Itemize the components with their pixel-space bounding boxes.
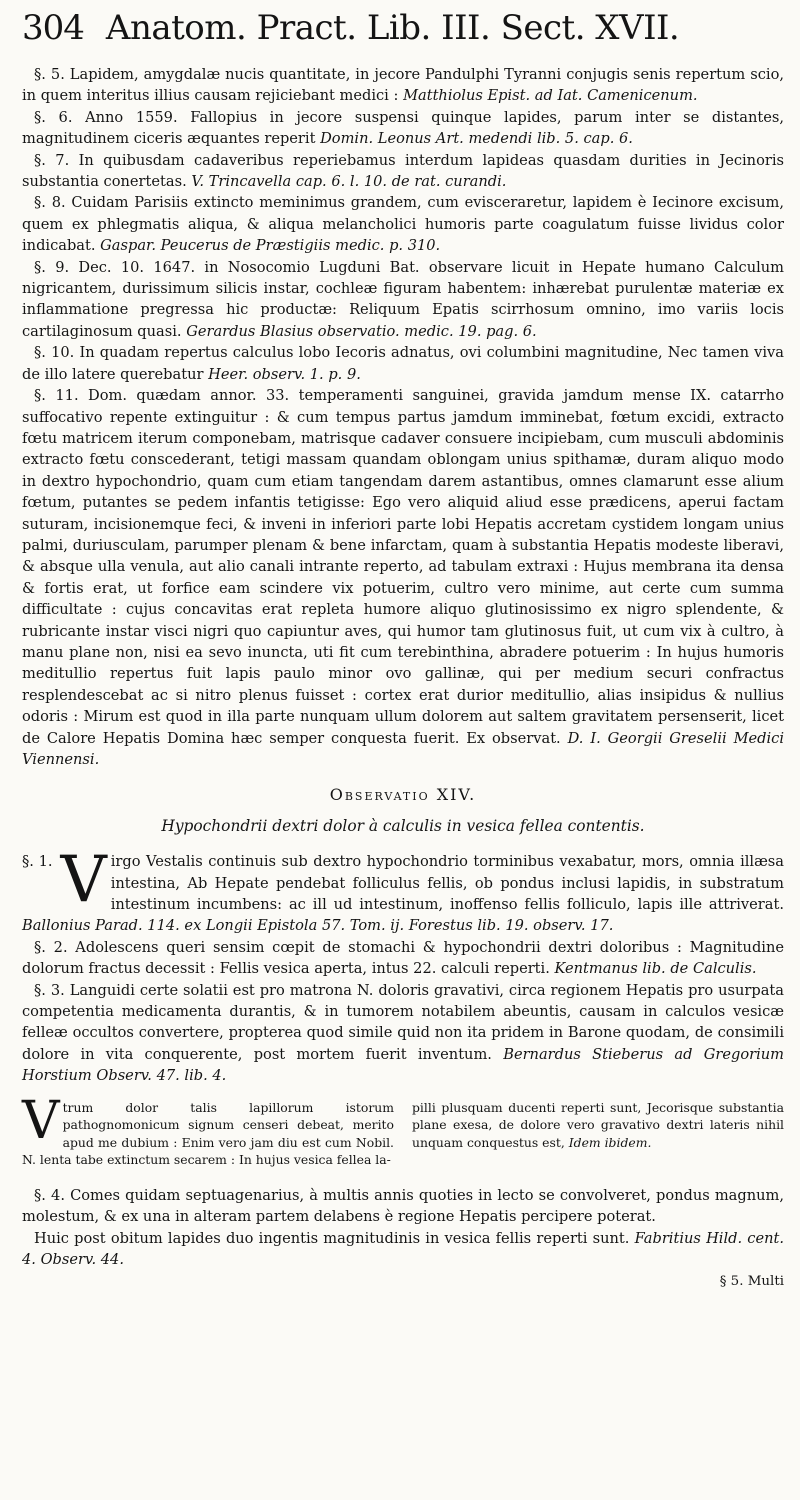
paragraph [22,1185,784,1228]
section-mark: §. 1. [22,853,53,871]
column-text: pilli plusquam ducenti reperti sunt, Jecorisque substantia plane exesa, de dolore vero gravativo dextri lateris nihil unquam conquestus est, [412,1099,784,1150]
catchword: § 5. Multi [719,1273,784,1289]
running-title: Anatom. Pract. Lib. III. Sect. XVII. [105,8,680,48]
note-column-left [22,1090,394,1169]
observation-subtitle: Hypochondrii dextri dolor à calculis in vesica fellea contentis. [161,816,645,835]
main-text [22,64,784,1292]
paragraph [22,192,784,256]
paragraph [22,1228,784,1271]
paragraph-text: §. 6. Anno 1559. Fallopius in jecore suspensi quinque lapides, parum inter se distantes, magnitudinem ciceris æquantes reperit [22,108,784,148]
drop-cap: V [60,843,107,918]
paragraph-text: §. 9. Dec. 10. 1647. in Nosocomio Lugduni Bat. observare licuit in Hepate humano Calculum nigricantem, durissimum silicis instar, cochleæ figuram habentem: inhærebat purulentæ materiæ ex inflammatione pregressa hic productæ: Reliquum Epatis scirrhosum omnino, imo variis locis cartilaginosum quasi. [22,258,784,340]
paragraph-text: §. 2. Adolescens queri sensim cœpit de stomachi & hypochondrii dextri doloribus : Magnitudine dolorum fractus decessit : Fellis vesica aperta, intus 22. calculi reperti. [22,938,784,978]
paragraph-text: irgo Vestalis continuis sub dextro hypochondrio torminibus vexabatur, mors, omnia illæsa intestina, Ab Hepate pendebat folliculus fellis, ob pondus inclusi lapidis, in substratum intestinum incumbens: ac ill ud intestinum, inoffenso fellis folliculo, lapis ille attriverat. [110,853,784,914]
paragraph [22,342,784,385]
paragraph-text: §. 3. Languidi certe solatii est pro matrona N. doloris gravativi, circa regionem Hepatis pro usurpata competentia medicamenta durantis, & in tumorem notabilem abeuntis, causam in calculos vesicæ felleæ occultos convertere, propterea quod simile quid non ita pridem in Barone quodam, de consimili dolore in vita conquerente, post mortem fuerit inventum. [22,981,784,1063]
citation: Ballonius Parad. 114. ex Longii Epistola 57. Tom. ij. Forestus lib. 19. observ. 17. [22,917,614,935]
two-column-note [22,1090,784,1169]
paragraph [22,64,784,107]
column-text: trum dolor talis lapillorum istorum pathognomonicum signum censeri debeat, merito apud me dubium : Enim vero jam diu est cum Nobil. N. lenta tabe extinctum secarem : In hujus vesica fellea la- [22,1099,394,1168]
paragraph [22,937,784,980]
citation: Heer. observ. 1. p. 9. [208,365,361,383]
paragraph-text: §. 5. Lapidem, amygdalæ nucis quantitate, in jecore Pandulphi Tyranni conjugis senis repertum scio, in quem interitus illius causam rejiciebant medici : [22,66,784,105]
citation: Fabritius Hild. cent. 4. Observ. 44. [22,1229,785,1269]
citation: Bernardus Stieberus ad Gregorium Horstium Observ. 47. lib. 4. [22,1045,784,1085]
paragraph-text: §. 11. Dom. quædam annor. 33. temperamenti sanguinei, gravida jamdum mense IX. catarrho suffocativo repente extinguitur : & cum tempus partus jamdum imminebat, fœtum excidi, extracto fœtu matricem iterum componebam, matrisque cadaver consuere incipiebam, cum musculi abdominis extracto fœtu conscederant, tetigi massam quandam oblongam unius spithamæ, duram aliquo modo in dextro hypochondrio, quam cum etiam tangendam darem astantibus, omnes clamarunt esse alium fœtum, putantes se pedem infantis tetigisse: Ego vero aliquid aliud esse prædicens, aperui factam suturam, incisionemque feci, & inveni in inferiori parte lobi Hepatis accretam cystidem longam unius palmi, duriusculam, parumper plenam & bene infarctam, quam à substantia Hepatis modeste liberavi, & absque ulla venula, aut alio canali intrante reperto, ad tabulam extraxi : Hujus membrana ita densa & fortis erat, ut forfice eam scindere vix potuerim, cultro vero minime, aut certe cum summa difficultate : cujus concavitas erat repleta humore aliquo glutinosissimo ex nigro splendente, & rubricante instar visci nigri quo capiuntur aves, qui humor tam glutinosus fuit, ut cum vix à cultro, à manu plane non, nisi ea sevo inuncta, uti fit cum terebinthina, abradere potuerim : In hujus humoris meditullio repertus fuit lapis paulo minor ovo gallinæ, qui per medium securi confractus resplendescebat ac si nitro plenus fuisset : cortex erat durior meditullio, alias insipidus & nullius odoris : Mirum est quod in illa parte nunquam ullum dolorem aut saltem gravitatem persenserit, licet de Calore Hepatis Domina hæc semper conquesta fuerit. Ex observat. [22,387,784,747]
paragraph-text: §. 8. Cuidam Parisiis extincto meminimus grandem, cum evisceraretur, lapidem è Iecinore excisum, quem ex phlegmatis aliqua, & aliqua melancholici humoris parte coagulatum fuisse lividus color indicabat. [22,194,784,255]
paragraph [22,385,784,770]
note-column-right [412,1099,784,1169]
drop-cap: V [22,1090,60,1151]
citation: D. I. Georgii Greselii Medici Viennensi. [22,729,785,768]
paragraph [22,107,784,150]
page-number: 304 [22,8,84,48]
paragraph [22,843,784,937]
paragraph [22,980,784,1087]
page-header [22,8,784,64]
paragraph-text: §. 10. In quadam repertus calculus lobo Iecoris adnatus, ovi columbini magnitudine, Nec tamen viva de illo latere querebatur [22,344,784,383]
observation-heading: Observatio XIV. [329,785,477,805]
paragraph [22,257,784,343]
citation: Idem ibidem. [568,1134,652,1150]
citation: Gaspar. Peucerus de Præstigiis medic. p. 310. [100,237,441,255]
paragraph [22,150,784,193]
paragraph-text: §. 7. In quibusdam cadaveribus reperiebamus interdum lapideas quasdam durities in Jecinoris substantia conertetas. [22,151,784,191]
citation: V. Trincavella cap. 6. l. 10. de rat. curandi. [191,173,507,191]
paragraph-text: Huic post obitum lapides duo ingentis magnitudinis in vesica fellis reperti sunt. [34,1229,630,1247]
citation: Kentmanus lib. de Calculis. [554,960,757,978]
citation: Matthiolus Epist. ad Iat. Camenicenum. [403,87,698,105]
citation: Domin. Leonus Art. medendi lib. 5. cap. 6. [320,130,633,148]
citation: Gerardus Blasius observatio. medic. 19. pag. 6. [186,322,537,340]
paragraph-text: §. 4. Comes quidam septuagenarius, à multis annis quoties in lecto se convolveret, pondus magnum, molestum, & ex una in alteram partem delabens è regione Hepatis percipere poterat. [22,1187,784,1226]
